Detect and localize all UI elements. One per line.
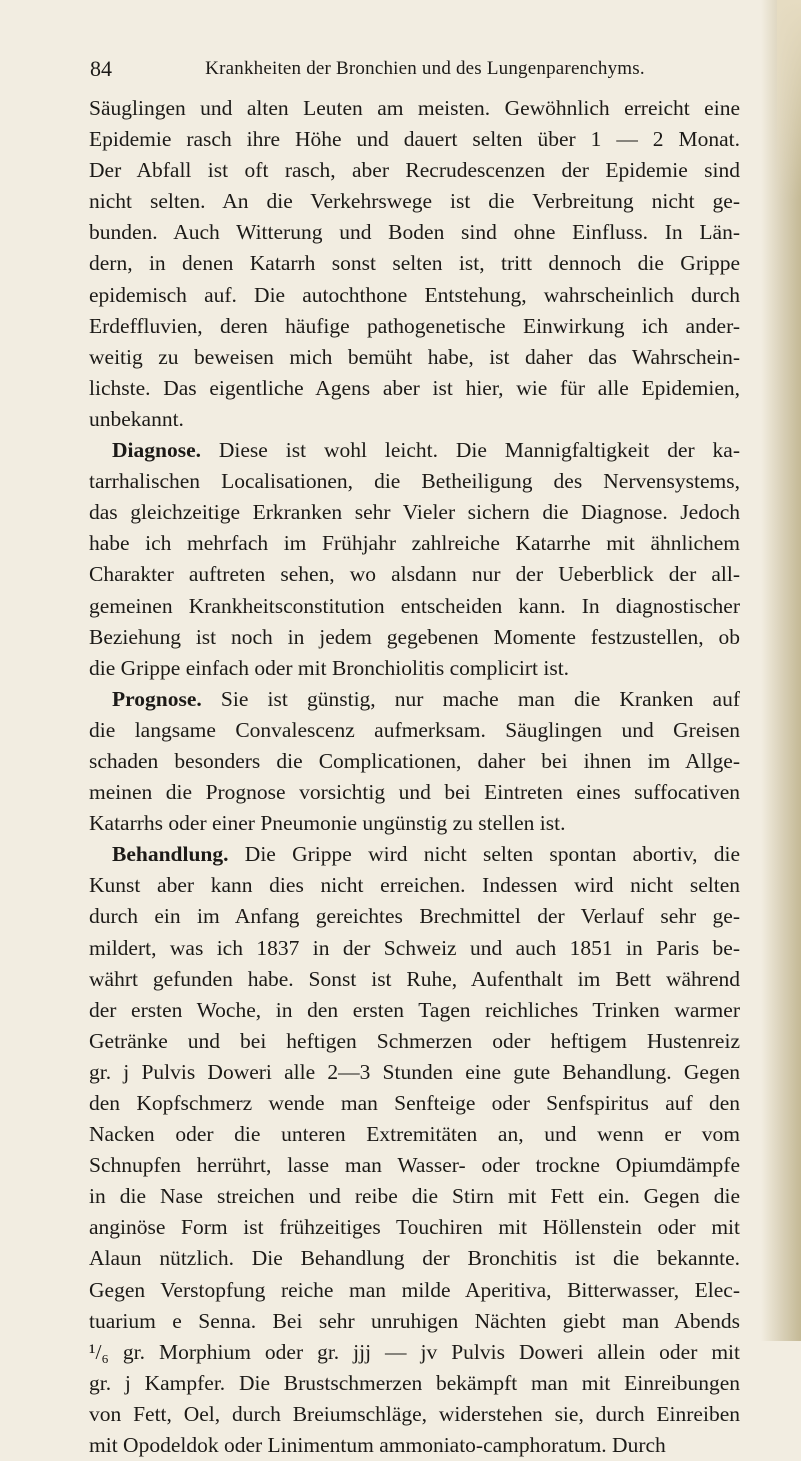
text-line [89, 964, 740, 995]
text-line [89, 1057, 740, 1088]
line-text: von Fett, Oel, durch Breiumschläge, widerstehen sie, durch Einreiben [89, 1401, 740, 1426]
line-text: Epidemie rasch ihre Höhe und dauert selten über 1 — 2 Monat. [89, 127, 740, 152]
line-text: die Grippe einfach oder mit Bronchiolitis complicirt ist. [89, 655, 570, 680]
text-line [89, 591, 740, 622]
running-title: Krankheiten der Bronchien und des Lungenparenchyms. [205, 58, 645, 79]
line-text: lichste. Das eigentliche Agens aber ist hier, wie für alle Epidemien, [89, 375, 740, 400]
text-line [89, 1430, 740, 1461]
page-edge-shadow [761, 0, 801, 1341]
paragraph [89, 435, 740, 684]
line-text: Säuglingen und alten Leuten am meisten. Gewöhnlich erreicht eine [89, 96, 740, 120]
text-line [89, 1026, 740, 1057]
text-line [89, 1275, 740, 1306]
line-text: Der Abfall ist oft rasch, aber Recrudescenzen der Epidemie sind [89, 158, 740, 183]
line-text: Die Grippe wird nicht selten spontan abortiv, die [228, 842, 740, 867]
text-line [89, 497, 740, 528]
line-text: währt gefunden habe. Sonst ist Ruhe, Aufenthalt im Bett während [89, 966, 740, 991]
line-text: der ersten Woche, in den ersten Tagen reichliches Trinken warmer [89, 997, 740, 1022]
text-line [89, 1150, 740, 1181]
text-line [89, 653, 740, 684]
text-line [89, 124, 740, 155]
line-text: epidemisch auf. Die autochthone Entstehung, wahrscheinlich durch [89, 282, 740, 307]
section-heading: Diagnose. [112, 438, 201, 463]
line-text: Diese ist wohl leicht. Die Mannigfaltigkeit der ka- [201, 438, 740, 463]
text-line [89, 746, 740, 777]
text-line [89, 622, 740, 653]
line-text: Kunst aber kann dies nicht erreichen. Indessen wird nicht selten [89, 873, 740, 898]
line-text: unbekannt. [89, 406, 184, 431]
text-line [89, 995, 740, 1026]
line-text: mit Opodeldok oder Linimentum ammoniato-camphoratum. Durch [89, 1433, 666, 1458]
line-text: Sie ist günstig, nur mache man die Kranken auf [201, 686, 740, 711]
line-text: gemeinen Krankheitsconstitution entscheiden kann. In diagnostischer [89, 593, 740, 618]
text-line [89, 870, 740, 901]
text-line [89, 1337, 740, 1368]
text-line [89, 280, 740, 311]
paragraph [89, 839, 740, 1461]
section-heading: Prognose. [112, 686, 202, 711]
line-text: schaden besonders die Complicationen, daher bei ihnen im Allge- [89, 748, 740, 773]
text-line [89, 311, 740, 342]
text-line [89, 528, 740, 559]
line-text: Schnupfen herrührt, lasse man Wasser- oder trockne Opiumdämpfe [89, 1153, 740, 1178]
line-text: meinen die Prognose vorsichtig und bei Eintreten eines suffocativen [89, 780, 740, 805]
text-line [89, 777, 740, 808]
text-line [89, 808, 740, 839]
line-text: Katarrhs oder einer Pneumonie ungünstig zu stellen ist. [89, 811, 566, 836]
text-line [89, 1181, 740, 1212]
line-text: nicht selten. An die Verkehrswege ist die Verbreitung nicht ge- [89, 189, 740, 214]
line-text: Getränke und bei heftigen Schmerzen oder heftigem Hustenreiz [89, 1028, 740, 1053]
line-text: Alaun nützlich. Die Behandlung der Bronchitis ist die bekannte. [89, 1246, 740, 1271]
text-line [89, 1368, 740, 1399]
text-line [89, 684, 740, 715]
text-line [89, 466, 740, 497]
text-line [89, 155, 740, 186]
line-text: das gleichzeitige Erkranken sehr Vieler sichern die Diagnose. Jedoch [89, 500, 740, 525]
line-text: habe ich mehrfach im Frühjahr zahlreiche Katarrhe mit ähnlichem [89, 531, 740, 556]
line-text: tarrhalischen Localisationen, die Betheiligung des Nervensystems, [89, 469, 740, 494]
text-line [89, 373, 740, 404]
line-text: mildert, was ich 1837 in der Schweiz und auch 1851 in Paris be- [89, 935, 740, 960]
text-line [89, 1399, 740, 1430]
text-line [89, 1243, 740, 1274]
text-line [89, 248, 740, 279]
line-text: weitig zu beweisen mich bemüht habe, ist daher das Wahrschein- [89, 344, 740, 369]
text-line [89, 93, 740, 124]
section-heading: Behandlung. [112, 842, 229, 867]
text-line [89, 1088, 740, 1119]
text-line [89, 559, 740, 590]
paragraph [89, 684, 740, 839]
page-header [90, 56, 760, 96]
line-text: in die Nase streichen und reibe die Stirn mit Fett ein. Gegen die [89, 1184, 740, 1209]
line-text: Charakter auftreten sehen, wo alsdann nur der Ueberblick der all- [89, 562, 740, 587]
line-text: gr. j Pulvis Doweri alle 2—3 Stunden eine gute Behandlung. Gegen [89, 1059, 740, 1084]
line-text: dern, in denen Katarrh sonst selten ist, tritt dennoch die Grippe [89, 251, 740, 276]
text-line [89, 901, 740, 932]
paragraph [89, 93, 740, 435]
page-edge-shading [777, 0, 801, 200]
line-text: Nacken oder die unteren Extremitäten an, und wenn er vom [89, 1122, 740, 1147]
line-text: den Kopfschmerz wende man Senfteige oder Senfspiritus auf den [89, 1091, 740, 1115]
text-line [89, 217, 740, 248]
line-text: ¹/₆ gr. Morphium oder gr. jjj — jv Pulvis Doweri allein oder mit [89, 1339, 740, 1364]
text-line [89, 342, 740, 373]
page-number: 84 [90, 56, 112, 81]
line-text: durch ein im Anfang gereichtes Brechmittel der Verlauf sehr ge- [89, 904, 740, 929]
line-text: bunden. Auch Witterung und Boden sind ohne Einfluss. In Län- [89, 220, 740, 245]
text-line [89, 404, 740, 435]
text-line [89, 839, 740, 870]
text-line [89, 1119, 740, 1150]
line-text: gr. j Kampfer. Die Brustschmerzen bekämpft man mit Einreibungen [89, 1370, 740, 1395]
text-line [89, 1306, 740, 1337]
text-line [89, 186, 740, 217]
text-line [89, 933, 740, 964]
line-text: tuarium e Senna. Bei sehr unruhigen Nächten giebt man Abends [89, 1308, 740, 1333]
line-text: die langsame Convalescenz aufmerksam. Säuglingen und Greisen [89, 717, 740, 742]
body-text [89, 93, 740, 1461]
text-line [89, 715, 740, 746]
text-line [89, 435, 740, 466]
line-text: anginöse Form ist frühzeitiges Touchiren mit Höllenstein oder mit [89, 1215, 740, 1240]
line-text: Gegen Verstopfung reiche man milde Aperitiva, Bitterwasser, Elec- [89, 1277, 740, 1302]
line-text: Erdeffluvien, deren häufige pathogenetische Einwirkung ich ander- [89, 313, 740, 338]
line-text: Beziehung ist noch in jedem gegebenen Momente festzustellen, ob [89, 624, 740, 649]
text-line [89, 1212, 740, 1243]
